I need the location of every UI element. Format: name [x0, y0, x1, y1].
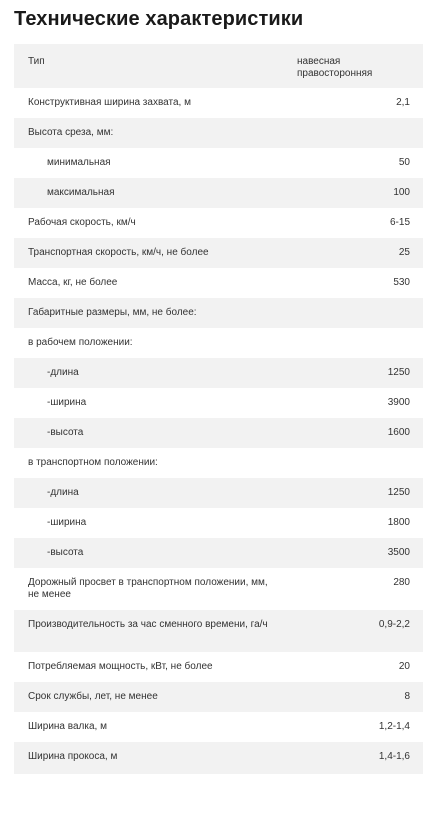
spec-name: в рабочем положении: [28, 337, 133, 348]
spec-name: Срок службы, лет, не менее [14, 682, 297, 712]
spec-name: максимальная [14, 178, 297, 208]
table-row [14, 208, 423, 238]
spec-value: 8 [297, 682, 423, 712]
table-row [14, 610, 423, 652]
table-row [14, 118, 423, 148]
spec-value: 3500 [297, 538, 423, 568]
table-row [14, 238, 423, 268]
spec-value: 25 [297, 238, 423, 268]
spec-value: 1600 [297, 418, 423, 448]
spec-name: минимальная [47, 157, 111, 168]
table-row [14, 448, 423, 478]
table-row [14, 44, 423, 88]
specs-table [14, 44, 423, 774]
spec-value: 1,4-1,6 [297, 742, 423, 774]
table-row [14, 568, 423, 610]
table-row [14, 178, 423, 208]
spec-value [297, 328, 423, 358]
spec-value: 20 [398, 661, 410, 672]
table-row [14, 508, 423, 538]
spec-value: навесная правосторонняя [297, 44, 423, 88]
spec-value: 1250 [297, 358, 423, 388]
spec-name: Высота среза, мм: [14, 118, 297, 148]
table-row [14, 358, 423, 388]
spec-name: -высота [14, 418, 297, 448]
table-row [14, 298, 423, 328]
spec-value: 1,2-1,4 [378, 721, 410, 732]
spec-name: Ширина валка, м [28, 721, 107, 732]
table-row [14, 418, 423, 448]
spec-value: 50 [398, 157, 410, 168]
table-row [14, 712, 423, 742]
spec-name: -длина [14, 478, 297, 508]
table-row [14, 682, 423, 712]
spec-name: Тип [14, 44, 297, 88]
spec-name: Ширина прокоса, м [14, 742, 297, 774]
table-row [14, 538, 423, 568]
spec-value: 100 [297, 178, 423, 208]
spec-name: Дорожный просвет в транспортном положении, мм, не менее [28, 577, 268, 600]
spec-value: 1800 [387, 517, 410, 528]
spec-value [297, 448, 423, 478]
table-row [14, 88, 423, 118]
spec-name: -ширина [47, 397, 87, 408]
spec-value [297, 298, 423, 328]
table-row [14, 742, 423, 774]
spec-value: 2,1 [396, 97, 410, 108]
spec-name: Конструктивная ширина захвата, м [28, 97, 191, 108]
table-row [14, 148, 423, 178]
table-row [14, 388, 423, 418]
spec-name: в транспортном положении: [28, 457, 158, 468]
spec-value: 1250 [297, 478, 423, 508]
spec-name: Потребляемая мощность, кВт, не более [28, 661, 213, 672]
spec-name: -ширина [47, 517, 87, 528]
spec-value: 3900 [387, 397, 410, 408]
spec-name: Рабочая скорость, км/ч [28, 217, 136, 228]
table-row [14, 328, 423, 358]
spec-name: Габаритные размеры, мм, не более: [14, 298, 297, 328]
table-row [14, 652, 423, 682]
spec-name: Производительность за час сменного времени, га/ч [14, 610, 297, 652]
spec-value: 0,9-2,2 [297, 610, 423, 652]
spec-name: -длина [14, 358, 297, 388]
spec-value [297, 118, 423, 148]
spec-value: 280 [393, 577, 410, 588]
spec-value: 6-15 [389, 217, 410, 228]
page-title: Технические характеристики [14, 8, 304, 30]
spec-name: Транспортная скорость, км/ч, не более [14, 238, 297, 268]
table-row [14, 478, 423, 508]
spec-value: 530 [393, 277, 410, 288]
spec-name: -высота [14, 538, 297, 568]
spec-name: Масса, кг, не более [28, 277, 118, 288]
table-row [14, 268, 423, 298]
